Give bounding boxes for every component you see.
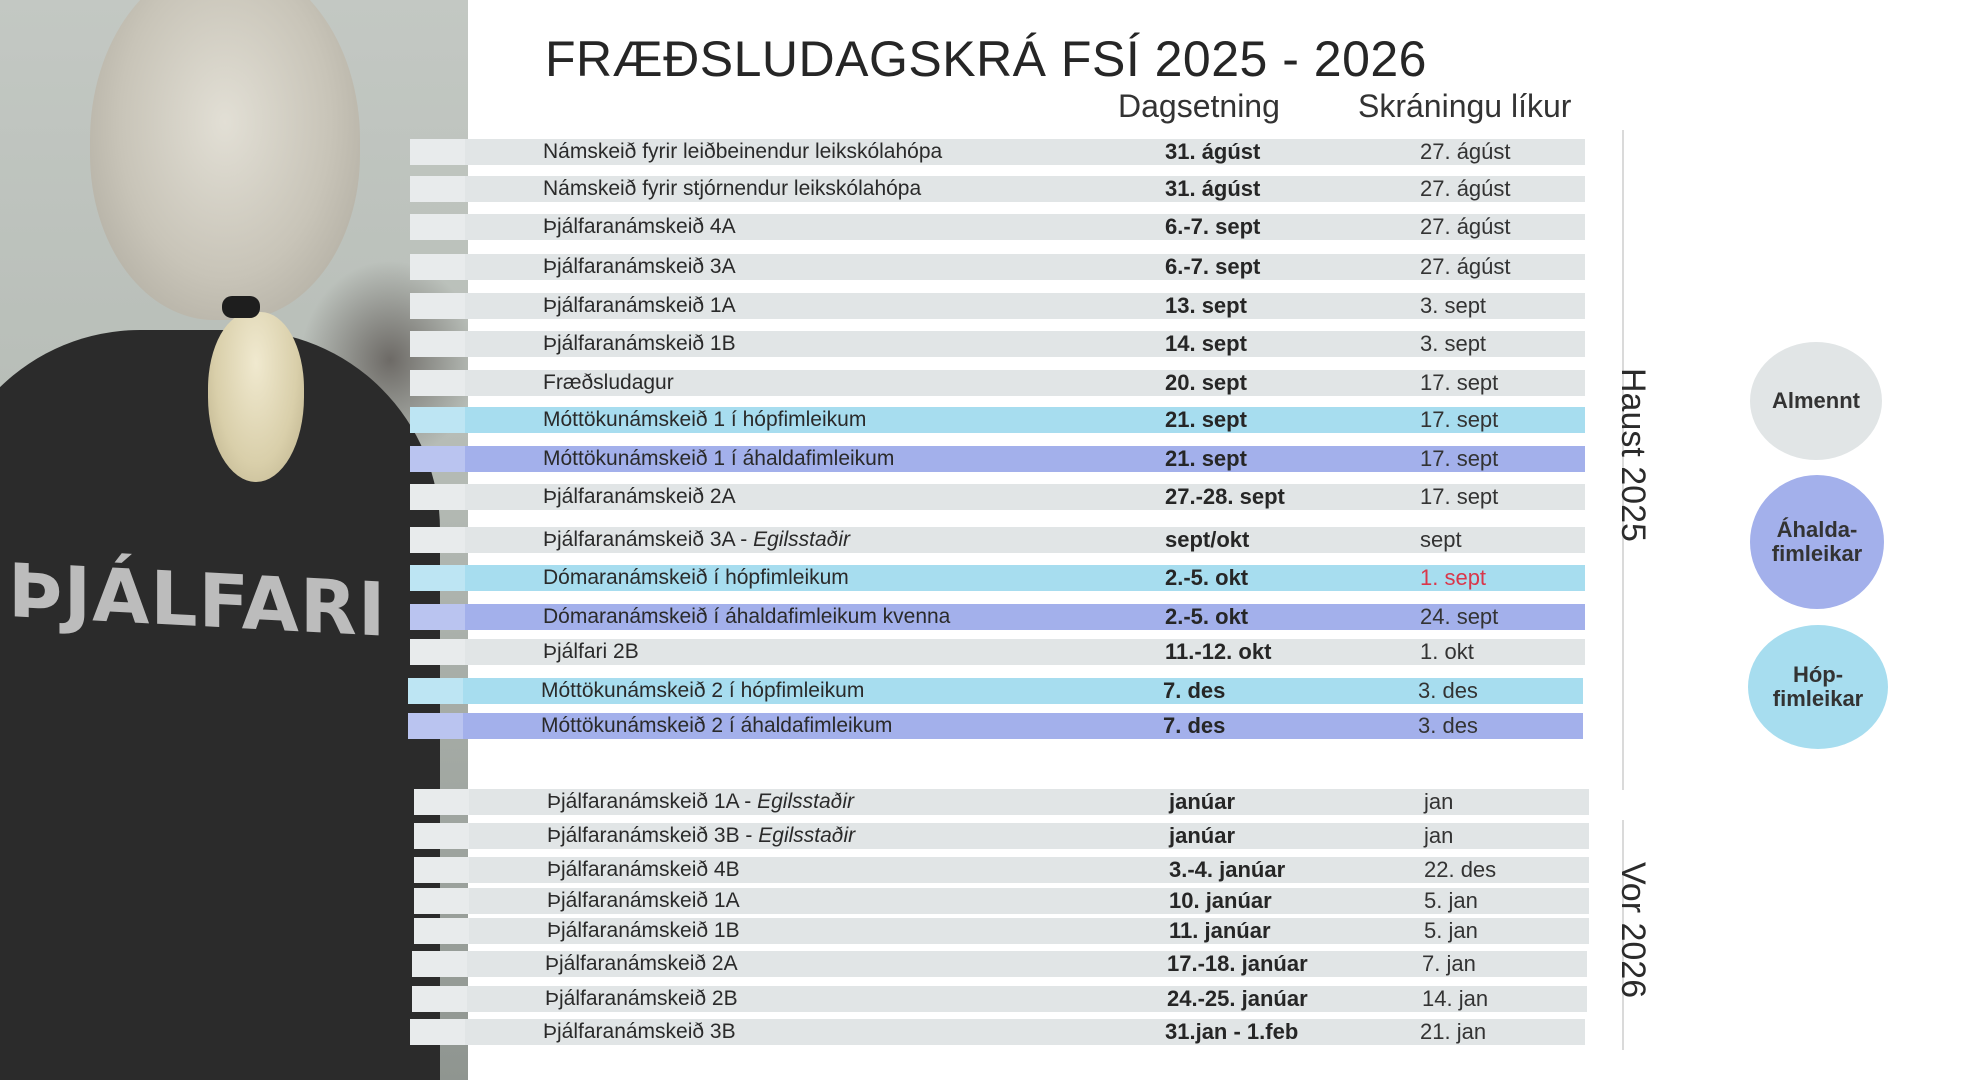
registration-deadline: jan xyxy=(1424,789,1454,814)
course-date: 17.-18. janúar xyxy=(1167,951,1308,976)
course-name: Þjálfaranámskeið 2A xyxy=(543,485,736,508)
course-date: 13. sept xyxy=(1165,293,1247,318)
course-name-text: Þjálfaranámskeið 3B - xyxy=(547,824,759,847)
course-date: 20. sept xyxy=(1165,370,1247,395)
registration-deadline: 7. jan xyxy=(1422,951,1476,976)
table-row xyxy=(410,214,1585,240)
registration-deadline: 27. ágúst xyxy=(1420,214,1511,239)
registration-deadline: jan xyxy=(1424,823,1454,848)
course-date: 6.-7. sept xyxy=(1165,214,1261,239)
table-row xyxy=(412,951,1587,977)
course-name: Þjálfaranámskeið 1B xyxy=(543,332,736,355)
legend-apparatus-label xyxy=(1772,518,1863,566)
registration-deadline: 5. jan xyxy=(1424,888,1478,913)
course-date: 3.-4. janúar xyxy=(1169,857,1286,882)
registration-deadline: 22. des xyxy=(1424,857,1497,882)
course-date: 7. des xyxy=(1163,678,1226,703)
course-name: Fræðsludagur xyxy=(543,371,674,394)
registration-deadline: 14. jan xyxy=(1422,986,1489,1011)
course-name: Þjálfaranámskeið 4B xyxy=(547,858,740,881)
registration-deadline: 17. sept xyxy=(1420,407,1499,432)
course-location: Egilsstaðir xyxy=(753,528,850,551)
course-location: Egilsstaðir xyxy=(758,824,856,847)
course-date: 21. sept xyxy=(1165,407,1247,432)
course-name: Móttökunámskeið 2 í áhaldafimleikum xyxy=(541,714,893,737)
table-row xyxy=(408,678,1583,704)
course-name: Þjálfaranámskeið 1A xyxy=(547,889,740,912)
course-name xyxy=(547,790,854,814)
legend-apparatus-line2: fimleikar xyxy=(1771,541,1863,566)
registration-deadline: 17. sept xyxy=(1420,370,1499,395)
registration-deadline: 3. sept xyxy=(1420,293,1487,318)
table-row xyxy=(408,713,1583,739)
course-date: 2.-5. okt xyxy=(1165,565,1249,590)
course-date: 11. janúar xyxy=(1169,918,1271,943)
course-name xyxy=(543,528,850,552)
course-name: Móttökunámskeið 2 í hópfimleikum xyxy=(541,679,865,702)
registration-deadline: 21. jan xyxy=(1420,1019,1487,1044)
course-date: 7. des xyxy=(1163,713,1226,738)
course-date: 31. ágúst xyxy=(1165,176,1261,201)
column-header-registration: Skráningu líkur xyxy=(1358,88,1572,124)
table-row xyxy=(410,604,1585,630)
course-location: Egilsstaðir xyxy=(757,790,854,813)
course-date: 2.-5. okt xyxy=(1165,604,1249,629)
table-row xyxy=(410,254,1585,280)
table-row xyxy=(410,565,1585,591)
table-row xyxy=(414,888,1589,914)
legend-apparatus-gymnastics xyxy=(1750,475,1884,609)
legend-general-label: Almennt xyxy=(1772,387,1860,413)
table-row xyxy=(410,331,1585,357)
course-name-text: Þjálfaranámskeið 3A - xyxy=(543,528,754,551)
course-name: Dómaranámskeið í áhaldafimleikum kvenna xyxy=(543,605,951,628)
course-date: janúar xyxy=(1169,823,1236,848)
table-row xyxy=(410,176,1585,202)
registration-deadline: 24. sept xyxy=(1420,604,1499,629)
course-date: sept/okt xyxy=(1165,527,1250,552)
column-header-date: Dagsetning xyxy=(1118,88,1280,124)
season-label-autumn: Haust 2025 xyxy=(1614,368,1652,542)
course-name-text: Þjálfaranámskeið 1A - xyxy=(547,790,758,813)
course-name: Námskeið fyrir leiðbeinendur leikskólahópa xyxy=(543,140,943,163)
legend-team-label xyxy=(1773,663,1864,711)
legend-general xyxy=(1750,342,1882,460)
table-row xyxy=(410,139,1585,165)
course-name: Þjálfaranámskeið 1B xyxy=(547,919,740,942)
legend-team-line2: fimleikar xyxy=(1772,686,1864,711)
table-row xyxy=(410,370,1585,396)
course-name: Þjálfaranámskeið 1A xyxy=(543,294,736,317)
course-name xyxy=(547,824,855,848)
table-row xyxy=(414,823,1589,849)
registration-deadline: 3. des xyxy=(1418,713,1478,738)
registration-deadline: sept xyxy=(1420,527,1462,552)
course-date: 6.-7. sept xyxy=(1165,254,1261,279)
registration-deadline: 27. ágúst xyxy=(1420,254,1511,279)
course-name: Þjálfaranámskeið 2A xyxy=(545,952,738,975)
table-row xyxy=(410,527,1585,553)
course-name: Þjálfari 2B xyxy=(543,640,639,663)
registration-deadline: 17. sept xyxy=(1420,446,1499,471)
course-date: janúar xyxy=(1169,789,1236,814)
course-date: 11.-12. okt xyxy=(1165,639,1272,664)
table-row xyxy=(414,918,1589,944)
legend-team-gymnastics xyxy=(1748,625,1888,749)
registration-deadline: 3. des xyxy=(1418,678,1478,703)
course-date: 10. janúar xyxy=(1169,888,1272,913)
season-label-spring: Vor 2026 xyxy=(1614,862,1652,999)
table-row xyxy=(410,293,1585,319)
shirt-lettering: ÞJÁLFARI xyxy=(8,547,387,654)
registration-deadline: 1. sept xyxy=(1420,565,1487,590)
course-date: 31. ágúst xyxy=(1165,139,1261,164)
table-row xyxy=(410,1019,1585,1045)
table-row xyxy=(414,789,1589,815)
table-row xyxy=(414,857,1589,883)
table-row xyxy=(412,986,1587,1012)
legend-apparatus-line1: Áhalda- xyxy=(1776,516,1858,542)
course-date: 24.-25. janúar xyxy=(1167,986,1308,1011)
registration-deadline: 27. ágúst xyxy=(1420,176,1511,201)
course-date: 14. sept xyxy=(1165,331,1247,356)
course-name: Þjálfaranámskeið 4A xyxy=(543,215,736,238)
course-name: Þjálfaranámskeið 2B xyxy=(545,987,738,1010)
table-row xyxy=(410,639,1585,665)
table-row xyxy=(410,446,1585,472)
course-name: Námskeið fyrir stjórnendur leikskólahópa xyxy=(543,177,922,200)
registration-deadline: 3. sept xyxy=(1420,331,1487,356)
course-name: Þjálfaranámskeið 3A xyxy=(543,255,736,278)
course-name: Móttökunámskeið 1 í hópfimleikum xyxy=(543,408,867,431)
course-name: Móttökunámskeið 1 í áhaldafimleikum xyxy=(543,447,895,470)
registration-deadline: 5. jan xyxy=(1424,918,1478,943)
course-date: 21. sept xyxy=(1165,446,1247,471)
registration-deadline: 1. okt xyxy=(1420,639,1474,664)
table-row xyxy=(410,484,1585,510)
course-name: Dómaranámskeið í hópfimleikum xyxy=(543,566,849,589)
page-title: FRÆÐSLUDAGSKRÁ FSÍ 2025 - 2026 xyxy=(545,31,1427,87)
course-date: 27.-28. sept xyxy=(1165,484,1285,509)
registration-deadline: 17. sept xyxy=(1420,484,1499,509)
course-name: Þjálfaranámskeið 3B xyxy=(543,1020,736,1043)
legend-team-line1: Hóp- xyxy=(1792,661,1844,687)
registration-deadline: 27. ágúst xyxy=(1420,139,1511,164)
table-row xyxy=(410,407,1585,433)
course-date: 31.jan - 1.feb xyxy=(1165,1019,1299,1044)
